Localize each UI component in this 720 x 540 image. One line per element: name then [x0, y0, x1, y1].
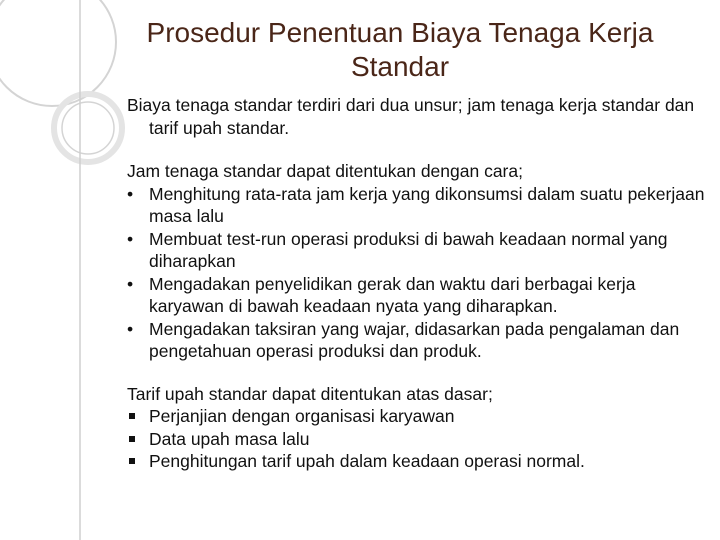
list-item-text: Perjanjian dengan organisasi karyawan: [149, 406, 455, 426]
list-item: [127, 183, 707, 228]
list-item: [127, 228, 707, 273]
list-item-text: Mengadakan taksiran yang wajar, didasarkan pada pengalaman dan pengetahuan operasi produksi dan produk.: [149, 318, 680, 361]
square-bullet-icon: [129, 413, 135, 419]
list-item: [127, 273, 707, 318]
list-item: [127, 318, 707, 363]
slide-title: Prosedur Penentuan Biaya Tenaga Kerja Standar: [146, 17, 654, 82]
list-item-text: Data upah masa lalu: [149, 428, 310, 449]
bullet-icon: •: [127, 273, 134, 294]
deco-circle-large: [0, 0, 116, 106]
intro-paragraph: Biaya tenaga standar terdiri dari dua unsur; jam tenaga kerja standar dan tarif upah standar.: [127, 95, 695, 138]
list-item-text: Mengadakan penyelidikan gerak dan waktu dari berbagai kerja karyawan di bawah keadaan nyata yang diharapkan.: [149, 273, 636, 316]
section-jam-tenaga: [127, 160, 707, 363]
bullet-icon: •: [127, 183, 134, 204]
list-item: [127, 450, 707, 473]
list-item-text: Membuat test-run operasi produksi di bawah keadaan normal yang diharapkan: [149, 228, 668, 271]
section-tarif-upah: [127, 383, 707, 473]
square-bullet-icon: [129, 436, 135, 442]
deco-circle-small: [54, 94, 122, 162]
list-item: [127, 405, 707, 428]
section2-list: [127, 405, 707, 473]
square-bullet-icon: [129, 458, 135, 464]
deco-circle-inner: [62, 102, 114, 154]
bullet-icon: •: [127, 318, 134, 339]
section1-list: [127, 183, 707, 363]
section1-heading: Jam tenaga standar dapat ditentukan dengan cara;: [127, 161, 523, 181]
section2-heading: Tarif upah standar dapat ditentukan atas dasar;: [127, 383, 493, 404]
list-item-text: Menghitung rata-rata jam kerja yang dikonsumsi dalam suatu pekerjaan masa lalu: [149, 183, 705, 226]
bullet-icon: •: [127, 228, 134, 249]
slide-content: [127, 94, 707, 473]
list-item-text: Penghitungan tarif upah dalam keadaan operasi normal.: [149, 451, 585, 471]
list-item: [127, 428, 707, 451]
